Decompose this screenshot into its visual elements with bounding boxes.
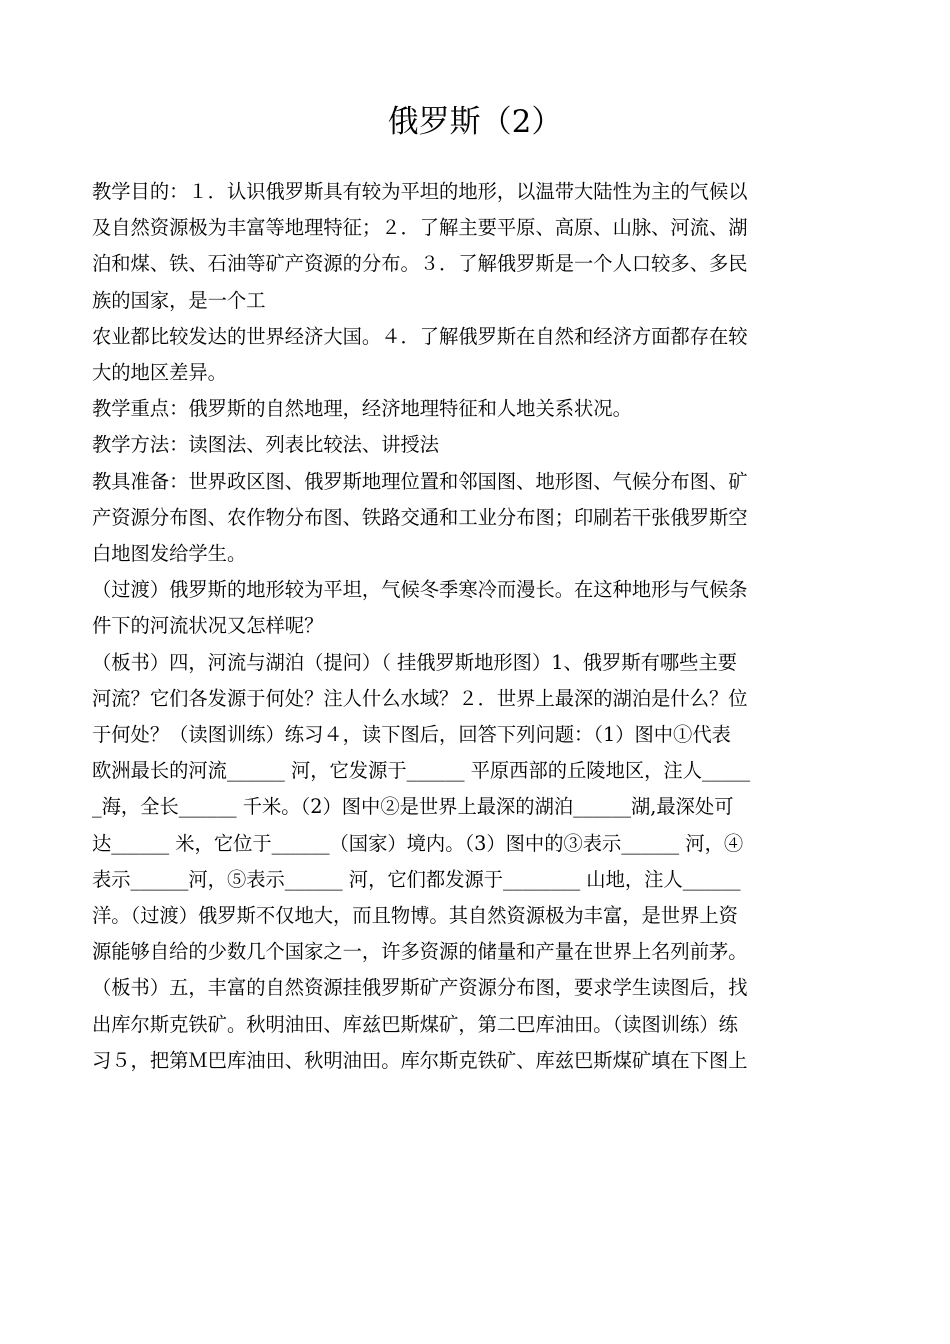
text-line: 出库尔斯克铁矿。秋明油田、库兹巴斯煤矿，第二巴库油田。（读图训练）练	[92, 1012, 738, 1036]
text-line: 教学重点：俄罗斯的自然地理，经济地理特征和人地关系状况。	[92, 397, 632, 421]
text-line: 白地图发给学生。	[92, 542, 247, 566]
text-line: 产资源分布图、农作物分布图、铁路交通和工业分布图；印刷若干张俄罗斯空	[92, 505, 748, 529]
text-line: （板书）五，丰富的自然资源挂俄罗斯矿产资源分布图，要求学生读图后，找	[92, 976, 748, 1000]
document-title: 俄罗斯（2）	[387, 104, 563, 140]
text-line: 源能够自给的少数几个国家之一，许多资源的储量和产量在世界上名列前茅。	[92, 940, 748, 964]
text-line: 洋。（过渡）俄罗斯不仅地大，而且物博。其自然资源极为丰富，是世界上资	[92, 904, 738, 928]
document-body	[92, 174, 858, 1079]
text-line: 于何处？（读图训练）练习４，读下图后，回答下列问题：（1）图中①代表	[92, 723, 731, 747]
text-line: 表示______河，⑤表示______ 河，它们都发源于________ 山地，注人______	[92, 867, 741, 891]
text-line: 大的地区差异。	[92, 361, 227, 385]
text-line: （板书）四，河流与湖泊（提问）（ 挂俄罗斯地形图）1、俄罗斯有哪些主要	[92, 650, 738, 674]
text-line: 欧洲最长的河流______ 河，它发源于______ 平原西部的丘陵地区，注人_____	[92, 759, 751, 783]
text-line: 教具准备：世界政区图、俄罗斯地理位置和邻国图、地形图、气候分布图、矿	[92, 469, 748, 493]
text-line: 教学方法：读图法、列表比较法、讲授法	[92, 433, 440, 457]
text-line: 河流？它们各发源于何处？注人什么水域？２．世界上最深的湖泊是什么？位	[92, 686, 748, 710]
text-line: 及自然资源极为丰富等地理特征；２．了解主要平原、高原、山脉、河流、湖	[92, 216, 748, 240]
text-line: 教学目的：１．认识俄罗斯具有较为平坦的地形，以温带大陆性为主的气候以	[92, 180, 748, 203]
text-line: 达______ 米，它位于______（国家）境内。（3）图中的③表示______ 河，④	[92, 831, 744, 855]
text-line: （过渡）俄罗斯的地形较为平坦，气候冬季寒冷而漫长。在这种地形与气候条	[92, 578, 748, 602]
text-line: 泊和煤、铁、石油等矿产资源的分布。３．了解俄罗斯是一个人口较多、多民	[92, 252, 748, 276]
text-line: 族的国家，是一个工	[92, 288, 266, 312]
text-line: 农业都比较发达的世界经济大国。４．了解俄罗斯在自然和经济方面都存在较	[92, 324, 748, 348]
text-line: 习５，把第Ｍ巴库油田、秋明油田。库尔斯克铁矿、库兹巴斯煤矿填在下图上	[92, 1048, 748, 1072]
text-line: 件下的河流状况又怎样呢？	[92, 614, 324, 638]
text-line: _海，全长______ 千米。（2）图中②是世界上最深的湖泊______湖,最深处可	[92, 795, 734, 819]
